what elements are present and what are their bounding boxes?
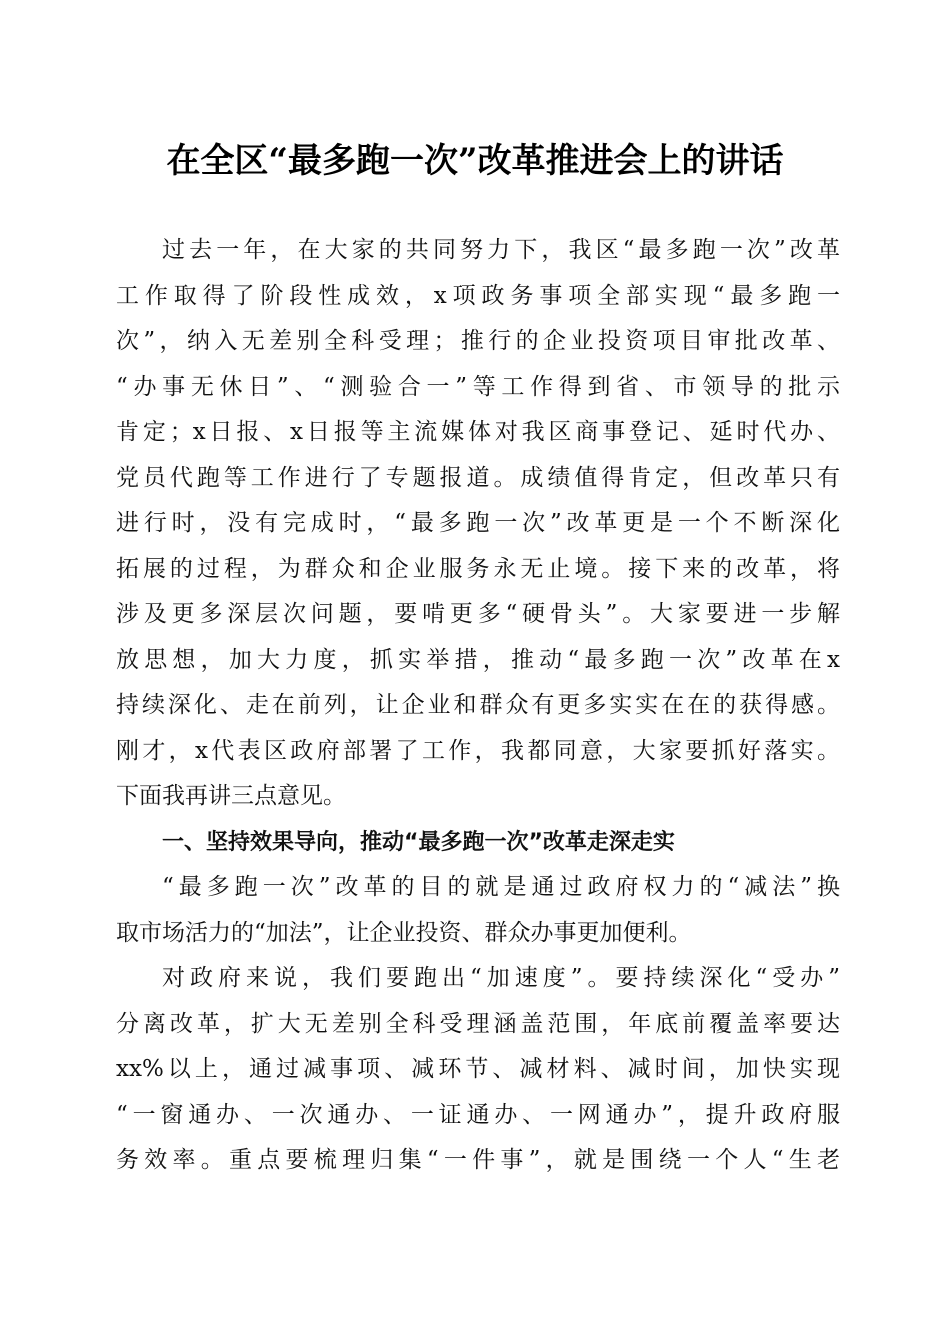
text-line: 过去一年，在大家的共同努力下，我区“最多跑一次”改革 <box>162 237 840 263</box>
text-line: 对政府来说，我们要跑出“加速度”。要持续深化“受办” <box>162 965 840 991</box>
text-line: 涉及更多深层次问题，要啃更多“硬骨头”。大家要进一步解 <box>116 601 840 627</box>
text-line: “办事无休日”、“测验合一”等工作得到省、市领导的批示 <box>116 373 840 400</box>
text-line: 刚才，x代表区政府部署了工作，我都同意，大家要抓好落实。 <box>116 737 840 764</box>
text-line: 分离改革，扩大无差别全科受理涵盖范围，年底前覆盖率要达 <box>116 1010 840 1037</box>
text-line: xx%以上，通过减事项、减环节、减材料、减时间，加快实现 <box>116 1056 840 1082</box>
text-line: 持续深化、走在前列，让企业和群众有更多实实在在的获得感。 <box>116 692 840 718</box>
text-line: “最多跑一次”改革的目的就是通过政府权力的“减法”换 <box>162 874 840 900</box>
text-line: 次”，纳入无差别全科受理；推行的企业投资项目审批改革、 <box>116 328 840 354</box>
text-line: “一窗通办、一次通办、一证通办、一网通办”，提升政府服 <box>116 1101 840 1128</box>
text-line: 工作取得了阶段性成效，x项政务事项全部实现“最多跑一 <box>116 282 840 309</box>
document-body <box>116 228 840 1184</box>
section-heading: 一、坚持效果导向，推动“最多跑一次”改革走深走实 <box>162 829 675 855</box>
text-line: 务效率。重点要梳理归集“一件事”，就是围绕一个人“生老 <box>116 1147 840 1173</box>
text-line: 肯定；x日报、x日报等主流媒体对我区商事登记、延时代办、 <box>116 419 840 445</box>
text-line: 进行时，没有完成时，“最多跑一次”改革更是一个不断深化 <box>116 510 840 536</box>
text-line: 取市场活力的“加法”，让企业投资、群众办事更加便利。 <box>116 919 692 946</box>
text-line: 下面我再讲三点意见。 <box>116 783 346 809</box>
text-line: 放思想，加大力度，抓实举措，推动“最多跑一次”改革在x <box>116 646 840 673</box>
text-line: 拓展的过程，为群众和企业服务永无止境。接下来的改革，将 <box>116 555 840 582</box>
page-title: 在全区“最多跑一次”改革推进会上的讲话 <box>166 141 784 181</box>
text-line: 党员代跑等工作进行了专题报道。成绩值得肯定，但改革只有 <box>116 464 840 491</box>
